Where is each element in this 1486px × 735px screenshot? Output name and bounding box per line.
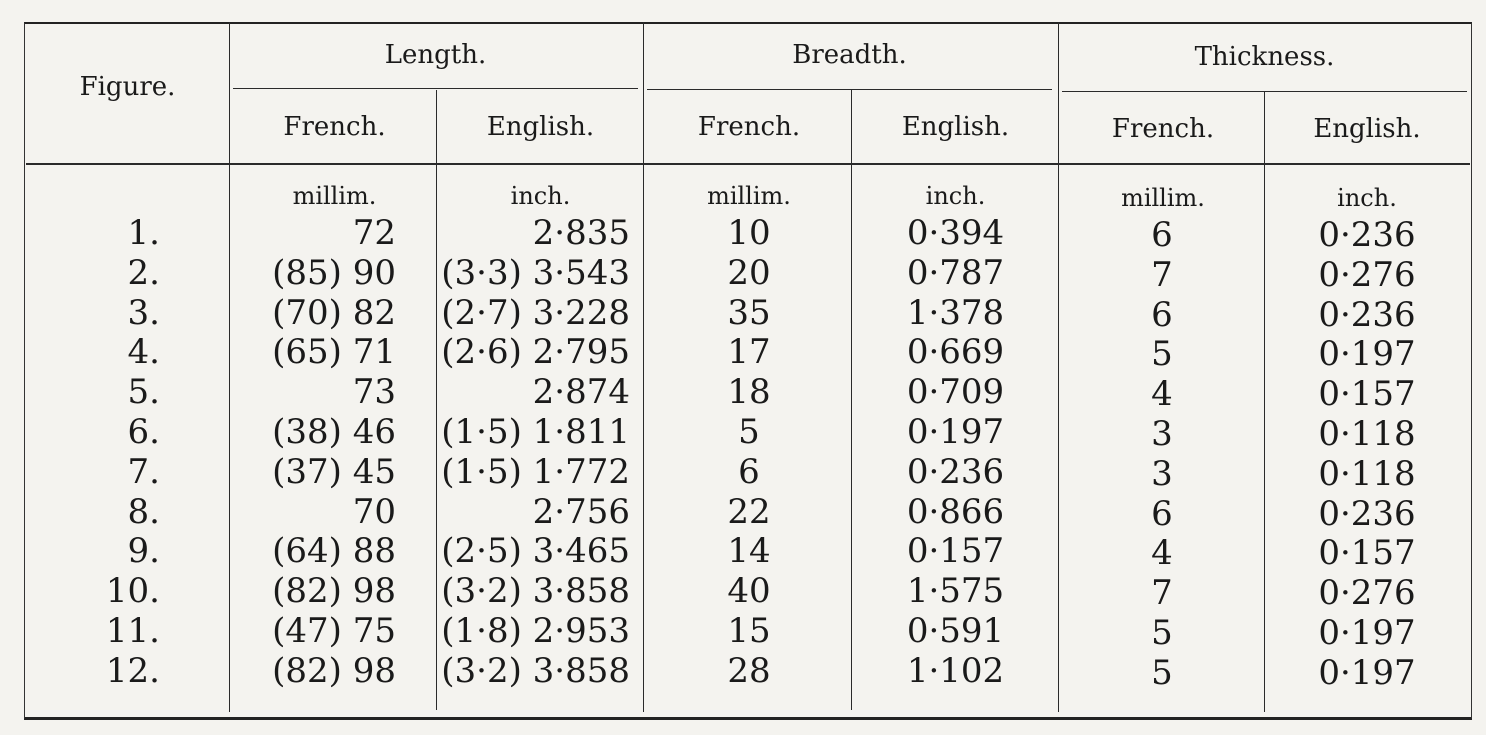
subheader-length-english: English.: [486, 112, 595, 142]
cell-thickness-english: 0·236: [1318, 294, 1416, 335]
unit-breadth-french: millim.: [707, 182, 791, 210]
cell-length-english: 2·756: [532, 491, 630, 532]
cell-breadth-french: 5: [738, 412, 760, 452]
cell-thickness-french: 7: [1151, 254, 1173, 295]
cell-length-french: 70: [352, 491, 396, 532]
group-header-rule: [1062, 91, 1467, 92]
header-length: Length.: [384, 40, 487, 70]
cell-thickness-french: 6: [1151, 294, 1173, 335]
cell-length-english: (1·5) 1·772: [441, 451, 630, 492]
unit-thickness-english: inch.: [1337, 184, 1397, 212]
cell-length-english: (3·2) 3·858: [441, 650, 630, 691]
cell-figure: 8.: [127, 491, 160, 532]
cell-breadth-english: 0·709: [906, 372, 1005, 413]
cell-figure: 12.: [105, 650, 160, 691]
cell-figure: 7.: [127, 451, 160, 492]
unit-breadth-english: inch.: [925, 182, 986, 210]
cell-length-english: (3·2) 3·858: [441, 571, 630, 612]
cell-figure: 1.: [127, 213, 160, 253]
cell-thickness-english: 0·157: [1318, 533, 1416, 574]
cell-thickness-english: 0·197: [1318, 613, 1416, 653]
cell-thickness-french: 5: [1151, 334, 1173, 375]
cell-breadth-french: 14: [727, 531, 771, 572]
cell-length-english: (1·5) 1·811: [441, 412, 630, 452]
cell-breadth-english: 0·866: [906, 491, 1005, 532]
cell-breadth-french: 35: [727, 292, 771, 333]
column-rule: [851, 90, 852, 710]
cell-breadth-french: 10: [727, 213, 771, 253]
cell-breadth-english: 1·102: [906, 650, 1005, 691]
cell-breadth-french: 15: [727, 611, 771, 651]
cell-thickness-french: 3: [1151, 414, 1173, 454]
column-rule: [1264, 92, 1265, 712]
cell-length-english: (1·8) 2·953: [441, 611, 630, 651]
cell-breadth-french: 6: [738, 451, 760, 492]
cell-length-english: (2·6) 2·795: [441, 332, 630, 373]
cell-breadth-french: 22: [727, 491, 771, 532]
cell-thickness-english: 0·157: [1318, 374, 1416, 415]
cell-length-french: (47) 75: [272, 611, 396, 651]
cell-length-french: (65) 71: [272, 332, 396, 373]
cell-length-english: 2·835: [532, 213, 630, 253]
cell-length-french: 72: [352, 213, 396, 253]
header-thickness: Thickness.: [1194, 42, 1335, 72]
cell-length-french: (82) 98: [272, 650, 396, 691]
header-breadth: Breadth.: [792, 40, 907, 70]
cell-thickness-french: 6: [1151, 493, 1173, 534]
cell-breadth-french: 18: [727, 372, 771, 413]
cell-breadth-french: 17: [727, 332, 771, 373]
unit-length-french: millim.: [292, 182, 377, 210]
cell-breadth-english: 0·394: [906, 213, 1005, 253]
cell-figure: 9.: [127, 531, 160, 572]
subheader-breadth-english: English.: [901, 112, 1010, 142]
cell-length-french: (85) 90: [272, 252, 396, 293]
cell-length-english: (2·5) 3·465: [441, 531, 630, 572]
cell-thickness-french: 7: [1151, 573, 1173, 614]
cell-length-english: 2·874: [532, 372, 630, 413]
cell-breadth-english: 1·378: [906, 292, 1005, 333]
cell-breadth-english: 0·157: [906, 531, 1005, 572]
group-header-rule: [647, 89, 1052, 90]
cell-thickness-french: 5: [1151, 652, 1173, 693]
cell-figure: 10.: [105, 571, 160, 612]
cell-figure: 5.: [127, 372, 160, 413]
cell-length-french: (70) 82: [272, 292, 396, 333]
cell-thickness-french: 4: [1151, 374, 1173, 415]
subheader-breadth-french: French.: [697, 112, 801, 142]
cell-thickness-english: 0·118: [1318, 414, 1416, 454]
column-rule: [436, 90, 437, 710]
column-rule: [643, 22, 644, 712]
subheader-thickness-english: English.: [1313, 114, 1421, 144]
column-rule: [229, 22, 230, 712]
cell-breadth-french: 28: [727, 650, 771, 691]
cell-thickness-french: 3: [1151, 453, 1173, 494]
unit-thickness-french: millim.: [1121, 184, 1205, 212]
cell-breadth-english: 0·236: [906, 451, 1005, 492]
subheader-thickness-french: French.: [1111, 114, 1215, 144]
unit-length-english: inch.: [510, 182, 571, 210]
cell-length-french: (38) 46: [272, 412, 396, 452]
cell-breadth-english: 0·197: [906, 412, 1005, 452]
header-rule: [26, 163, 1470, 165]
cell-breadth-english: 1·575: [906, 571, 1005, 612]
cell-thickness-english: 0·197: [1318, 334, 1416, 375]
group-header-rule: [233, 88, 638, 89]
cell-figure: 6.: [127, 412, 160, 452]
cell-thickness-french: 5: [1151, 613, 1173, 653]
cell-length-english: (2·7) 3·228: [441, 292, 630, 333]
cell-length-french: (37) 45: [272, 451, 396, 492]
cell-length-english: (3·3) 3·543: [441, 252, 630, 293]
cell-length-french: (64) 88: [272, 531, 396, 572]
cell-breadth-french: 20: [727, 252, 771, 293]
cell-breadth-english: 0·591: [906, 611, 1005, 651]
cell-thickness-english: 0·197: [1318, 652, 1416, 693]
cell-figure: 2.: [127, 252, 160, 293]
column-rule: [1058, 22, 1059, 712]
header-figure: Figure.: [79, 72, 176, 102]
cell-thickness-french: 4: [1151, 533, 1173, 574]
cell-figure: 11.: [105, 611, 160, 651]
cell-breadth-french: 40: [727, 571, 771, 612]
subheader-length-french: French.: [283, 112, 386, 142]
cell-figure: 3.: [127, 292, 160, 333]
cell-breadth-english: 0·787: [906, 252, 1005, 293]
cell-length-french: 73: [352, 372, 396, 413]
cell-thickness-english: 0·276: [1318, 573, 1416, 614]
cell-thickness-french: 6: [1151, 215, 1173, 255]
cell-breadth-english: 0·669: [906, 332, 1005, 373]
cell-thickness-english: 0·236: [1318, 493, 1416, 534]
cell-thickness-english: 0·276: [1318, 254, 1416, 295]
cell-thickness-english: 0·118: [1318, 453, 1416, 494]
cell-thickness-english: 0·236: [1318, 215, 1416, 255]
cell-length-french: (82) 98: [272, 571, 396, 612]
cell-figure: 4.: [127, 332, 160, 373]
